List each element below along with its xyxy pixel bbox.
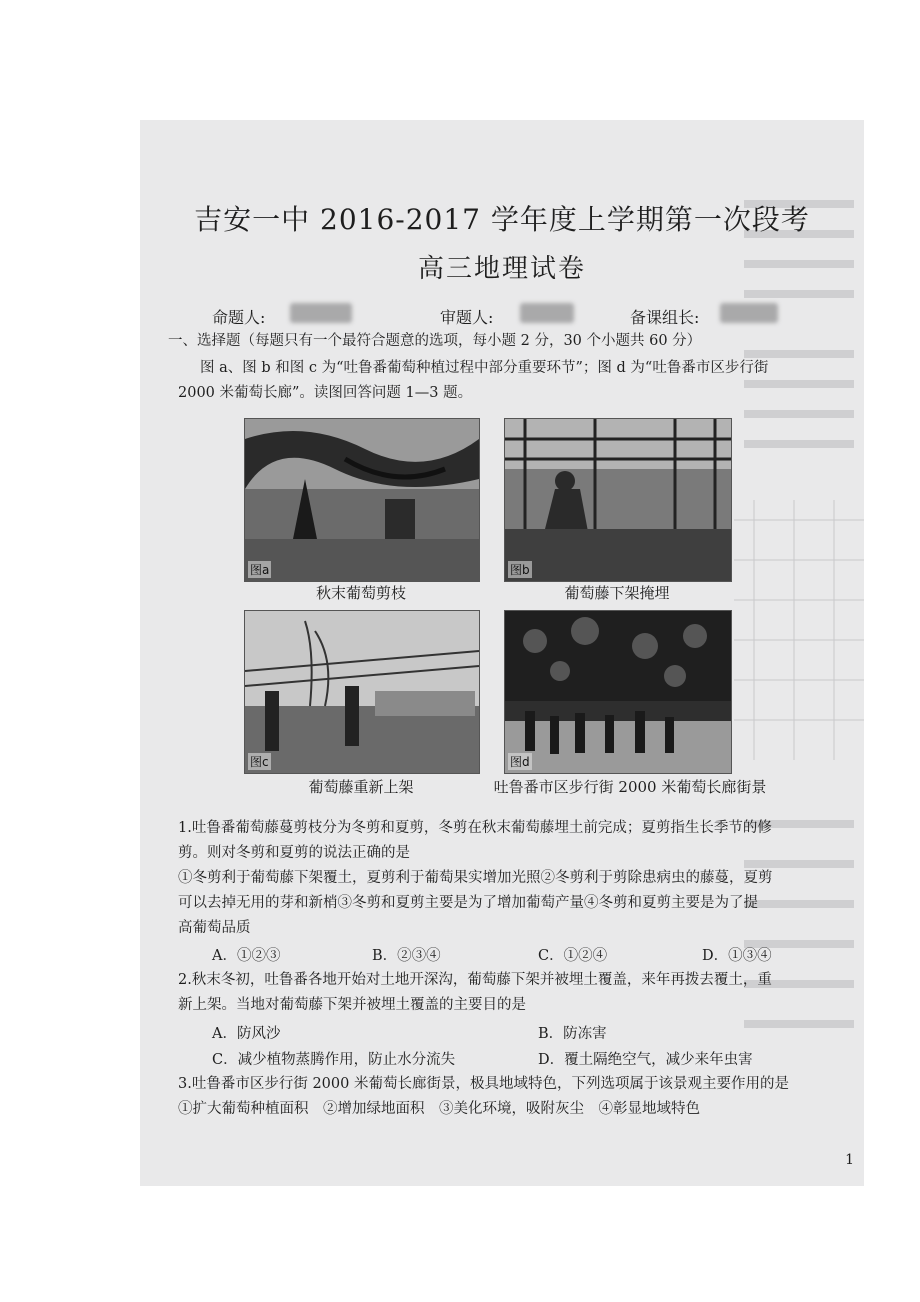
q2-option-b[interactable]: B．防冻害 bbox=[538, 1026, 607, 1042]
q3-line-1: 3.吐鲁番市区步行街 2000 米葡萄长廊街景，极具地域特色，下列选项属于该景观主要作用的是 bbox=[178, 1076, 789, 1092]
photo-b-tag: 图b bbox=[510, 563, 530, 577]
photo-d-grape-corridor bbox=[504, 610, 732, 774]
q2-line-2: 新上架。当地对葡萄藤下架并被埋土覆盖的主要目的是 bbox=[178, 997, 526, 1013]
q1-option-d[interactable]: D．①③④ bbox=[702, 948, 772, 964]
q2-option-d[interactable]: D．覆土隔绝空气，减少来年虫害 bbox=[538, 1052, 753, 1068]
q1-line-1: 1.吐鲁番葡萄藤蔓剪枝分为冬剪和夏剪，冬剪在秋末葡萄藤埋土前完成；夏剪指生长季节的修 bbox=[178, 820, 772, 836]
q2-line-1: 2.秋末冬初，吐鲁番各地开始对土地开深沟，葡萄藤下架并被埋土覆盖，来年再拨去覆土，重 bbox=[178, 972, 772, 988]
caption-b: 葡萄藤下架掩埋 bbox=[564, 584, 670, 602]
leader-name-redacted bbox=[720, 303, 778, 323]
photo-a-pruning bbox=[244, 418, 480, 582]
exam-subtitle: 高三地理试卷 bbox=[417, 254, 586, 284]
reviewer-name-redacted bbox=[520, 303, 574, 323]
exam-title: 吉安一中 2016-2017 学年度上学期第一次段考 bbox=[194, 203, 810, 236]
q1-option-b[interactable]: B．②③④ bbox=[372, 948, 441, 964]
photo-a-tag: 图a bbox=[250, 563, 270, 577]
photo-b-burying bbox=[504, 418, 732, 582]
leader-label: 备课组长: bbox=[630, 308, 700, 327]
q1-line-3: ①冬剪利于葡萄藤下架覆土，夏剪利于葡萄果实增加光照②冬剪利于剪除患病虫的藤蔓，夏剪 bbox=[178, 870, 773, 886]
photo-d-tag: 图d bbox=[510, 755, 530, 769]
author-label: 命题人: bbox=[212, 308, 266, 327]
caption-c: 葡萄藤重新上架 bbox=[308, 778, 414, 796]
q2-option-c[interactable]: C．减少植物蒸腾作用，防止水分流失 bbox=[212, 1052, 456, 1068]
photo-c-tag: 图c bbox=[250, 755, 269, 769]
exam-sheet bbox=[140, 120, 864, 1186]
page-number: 1 bbox=[845, 1152, 854, 1168]
section-heading: 一、选择题（每题只有一个最符合题意的选项，每小题 2 分，30 个小题共 60 分） bbox=[168, 333, 702, 349]
q1-option-c[interactable]: C．①②④ bbox=[538, 948, 608, 964]
intro-line-2: 2000 米葡萄长廊”。读图回答问题 1—3 题。 bbox=[178, 385, 473, 401]
q2-option-a[interactable]: A．防风沙 bbox=[212, 1026, 281, 1042]
intro-line-1: 图 a、图 b 和图 c 为“吐鲁番葡萄种植过程中部分重要环节”；图 d 为“吐鲁番市区步行街 bbox=[200, 360, 769, 376]
caption-a: 秋末葡萄剪枝 bbox=[315, 584, 406, 602]
q1-line-2: 剪。则对冬剪和夏剪的说法正确的是 bbox=[178, 845, 410, 861]
photo-c-relifting bbox=[244, 610, 480, 774]
q1-line-4: 可以去掉无用的芽和新梢③冬剪和夏剪主要是为了增加葡萄产量④冬剪和夏剪主要是为了提 bbox=[178, 895, 758, 911]
q3-line-2: ①扩大葡萄种植面积 ②增加绿地面积 ③美化环境，吸附灰尘 ④彰显地域特色 bbox=[178, 1101, 700, 1117]
q1-line-5: 高葡萄品质 bbox=[178, 920, 251, 936]
reviewer-label: 审题人: bbox=[440, 308, 494, 327]
caption-d: 吐鲁番市区步行街 2000 米葡萄长廊街景 bbox=[493, 778, 767, 796]
q1-option-a[interactable]: A．①②③ bbox=[212, 948, 281, 964]
author-name-redacted bbox=[290, 303, 352, 323]
